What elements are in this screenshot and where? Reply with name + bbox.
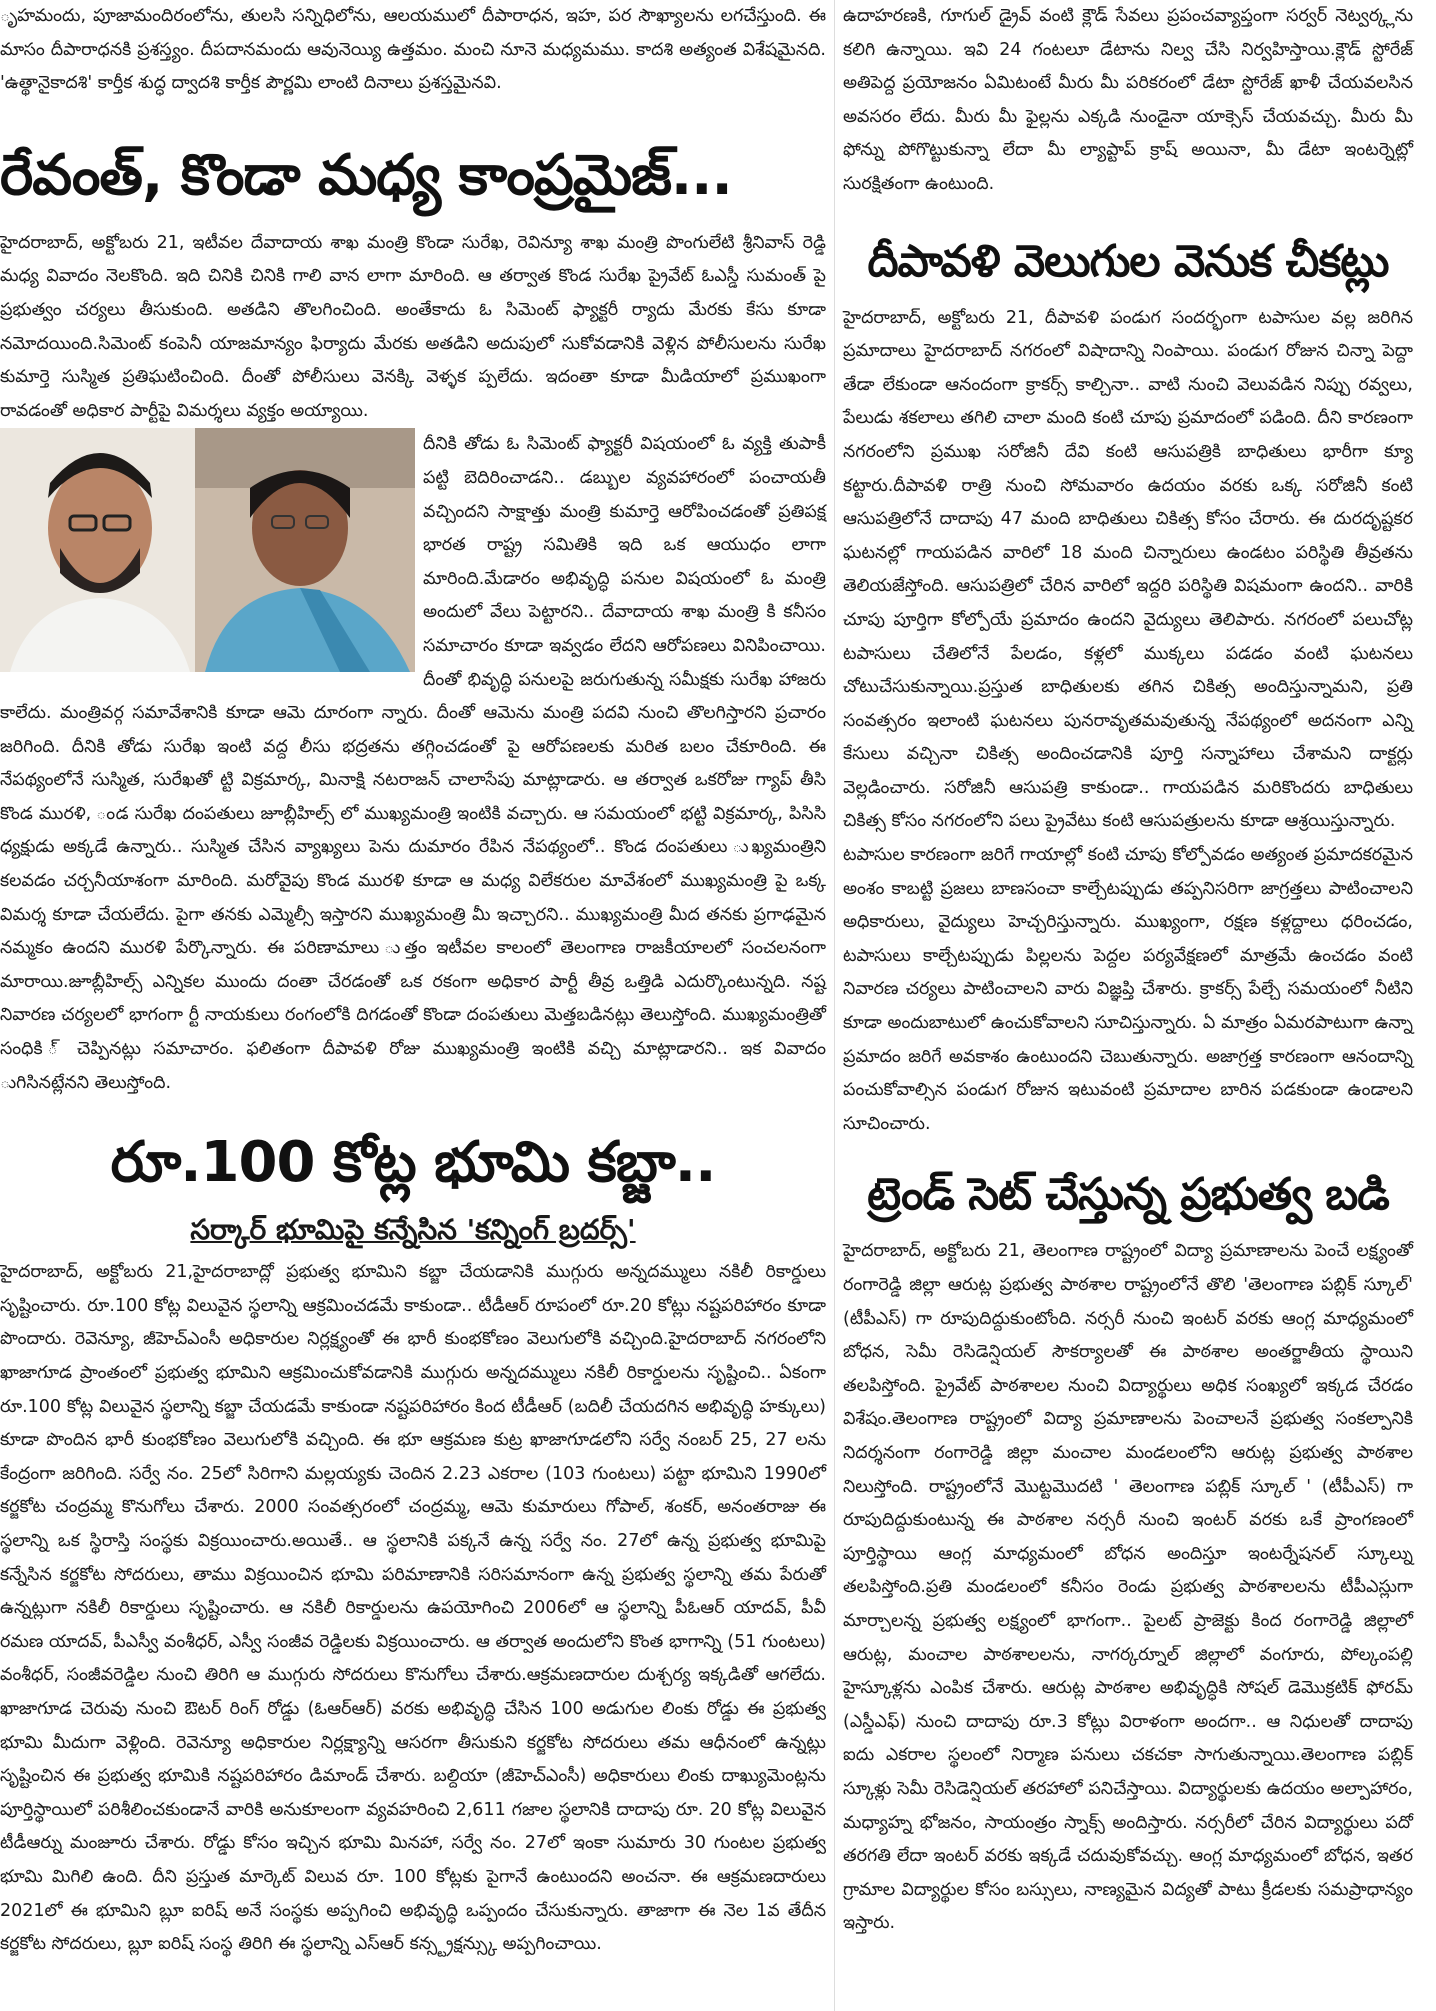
article-paragraph: హైదరాబాద్, అక్టోబరు 21, దీపావళి పండుగ సందర్భంగా టపాసుల వల్ల జరిగిన ప్రమాదాలు హైదరాబాద్ నగరంలో విషాదాన్ని నింపాయి. పండుగ రోజున చిన్నా పెద్దా తేడా లేకుండా ఆనందంగా క్రాకర్స్ కాల్చినా.. వాటి నుంచి వెలువడిన నిప్పు రవ్వలు, పేలుడు శకలాలు తగిలి చాలా మంది కంటి చూపు ప్రమాదంలో పడింది. దీని కారణంగా నగరంలోని ప్రముఖ సరోజినీ దేవి కంటి ఆసుపత్రికి బాధితులు భారీగా క్యూ కట్టారు.దీపావళి రాత్రి నుంచి సోమవారం ఉదయం వరకు ఒక్క సరోజినీ కంటి ఆసుపత్రిలోనే దాదాపు 47 మంది బాధితులు చికిత్స కోసం చేరారు. ఈ దురదృష్టకర ఘటనల్లో గాయపడిన వారిలో 18 మంది చిన్నారులు ఉండటం పరిస్థితి తీవ్రతను తెలియజేస్తోంది. ఆసుపత్రిలో చేరిన వారిలో ఇద్దరి పరిస్థితి విషమంగా ఉందని.. వారికి చూపు పూర్తిగా కోల్పోయే ప్రమాదం ఉందని వైద్యులు తెలిపారు. నగరంలో పలుచోట్ల టపాసులు చేతిలోనే పేలడం, కళ్లలో ముక్కలు పడడం వంటి ఘటనలు చోటుచేసుకున్నాయి.ప్రస్తుత బాధితులకు తగిన చికిత్స అందిస్తున్నామని, ప్రతి సంవత్సరం ఇలాంటి ఘటనలు పునరావృతమవుతున్న నేపథ్యంలో అదనంగా ఎన్ని కేసులు వచ్చినా చికిత్స అందించడానికి పూర్తి సన్నాహాలు చేశామని దాక్టర్లు వెల్లడించారు. సరోజినీ ఆసుపత్రి కాకుండా.. గాయపడిన మరికొందరు బాధితులు చికిత్స కోసం నగరంలోని పలు ప్రైవేటు కంటి ఆసుపత్రులను కూడా ఆశ్రయిస్తున్నారు.	[843, 307, 1413, 832]
headline-land-grab: రూ.100 కోట్ల భూమి కబ్జా..	[110, 1130, 716, 1196]
article-paragraph: టపాసుల కారణంగా జరిగే గాయాల్లో కంటి చూపు కోల్పోవడం అత్యంత ప్రమాదకరమైన అంశం కాబట్టి ప్రజలు బాణసంచా కాల్చేటప్పుడు తప్పనిసరిగా జాగ్రత్తలు పాటించాలని అధికారులు, వైద్యులు హెచ్చరిస్తున్నారు. ముఖ్యంగా, రక్షణ కళ్లద్దాలు ధరించడం, టపాసులు కాల్చేటప్పుడు పిల్లలను పెద్దల పర్యవేక్షణలో మాత్రమే ఉంచడం వంటి నివారణ చర్యలు పాటించాలని వారు విజ్ఞప్తి చేశారు. క్రాకర్స్ పేల్చే సమయంలో నీటిని కూడా అందుబాటులో ఉంచుకోవాలని సూచిస్తున్నారు. ఏ మాత్రం ఏమరపాటుగా ఉన్నా ప్రమాదం జరిగే అవకాశం ఉంటుందని చెబుతున్నారు. అజాగ్రత్త కారణంగా ఆనందాన్ని పంచుకోవాల్సిన పండుగ రోజున ఇటువంటి ప్రమాదాల బారిన పడకుండా ఉండాలని సూచించారు.	[843, 845, 1413, 1134]
headline-diwali: దీపావళి వెలుగుల వెనుక చీకట్లు	[867, 235, 1389, 287]
subheadline-land-grab: సర్కార్ భూమిపై కన్నేసిన 'కన్నింగ్ బ్రదర్స్'	[190, 1213, 636, 1247]
article-paragraph: హైదరాబాద్, అక్టోబరు 21,హైదరాబాద్లో ప్రభుత్వ భూమిని కబ్జా చేయడానికి ముగ్గురు అన్నదమ్ములు నకిలీ రికార్డులు సృష్టించారు. రూ.100 కోట్ల విలువైన స్థలాన్ని ఆక్రమించడమే కాకుండా.. టీడీఆర్ రూపంలో రూ.20 కోట్లు నష్టపరిహారం కూడా పొందారు. రెవెన్యూ, జీహెచ్ఎంసీ అధికారుల నిర్లక్ష్యంతో ఈ భారీ కుంభకోణం వెలుగులోకి వచ్చింది.హైదరాబాద్ నగరంలోని ఖాజాగూడ ప్రాంతంలో ప్రభుత్వ భూమిని ఆక్రమించుకోవడానికి ముగ్గురు అన్నదమ్ములు నకిలీ రికార్డులను సృష్టించి.. ఏకంగా రూ.100 కోట్ల విలువైన స్థలాన్ని కబ్జా చేయడమే కాకుండా నష్టపరిహారం కింద టీడీఆర్ (బదిలీ చేయదగిన అభివృద్ధి హక్కులు) కూడా పొందిన భారీ కుంభకోణం వెలుగులోకి వచ్చింది. ఈ భూ ఆక్రమణ కుట్ర ఖాజాగూడలోని సర్వే నంబర్ 25, 27 లను కేంద్రంగా జరిగింది. సర్వే నం. 25లో సిరిగాని మల్లయ్యకు చెందిన 2.23 ఎకరాల (103 గుంటలు) పట్టా భూమిని 1990లో కర్జకోట చంద్రమ్మ కొనుగోలు చేశారు. 2000 సంవత్సరంలో చంద్రమ్మ, ఆమె కుమారులు గోపాల్, శంకర్, అనంతరాజు ఈ స్థలాన్ని ఒక స్థిరాస్తి సంస్థకు విక్రయించారు.అయితే.. ఆ స్థలానికి పక్కనే ఉన్న సర్వే నం. 27లో ఉన్న ప్రభుత్వ భూమిపై కన్నేసిన కర్జకోట సోదరులు, తాము విక్రయించిన భూమి పరిమాణానికి సరిసమానంగా ఉన్న ప్రభుత్వ స్థలాన్ని తమ పేరుతో ఉన్నట్లుగా నకిలీ రికార్డులు సృష్టించారు. ఆ నకిలీ రికార్డులను ఉపయోగించి 2006లో ఆ స్థలాన్ని పీఓఆర్ యాదవ్, పీవీ రమణ యాదవ్, పీఎస్వీ వంశీధర్, ఎస్వీ సంజీవ రెడ్డిలకు విక్రయించారు. ఆ తర్వాత అందులోని కొంత భాగాన్ని (51 గుంటలు) వంశీధర్, సంజీవరెడ్డిల నుంచి తిరిగి ఆ ముగ్గురు సోదరులు కొనుగోలు చేశారు.ఆక్రమణదారుల దుశ్చర్య ఇక్కడితో ఆగలేదు. ఖాజాగూడ చెరువు నుంచి ఔటర్ రింగ్ రోడ్డు (ఓఆర్ఆర్) వరకు అభివృద్ధి చేసిన 100 అడుగుల లింకు రోడ్డు ఈ ప్రభుత్వ భూమి మీదుగా వెళ్లింది. రెవెన్యూ అధికారుల నిర్లక్ష్యాన్ని ఆసరగా తీసుకుని కర్జకోట సోదరులు తమ ఆధీనంలో ఉన్నట్లు సృష్టించిన ఈ ప్రభుత్వ భూమికి నష్టపరిహారం డిమాండ్ చేశారు. బల్దియా (జీహెచ్ఎంసీ) అధికారులు లింకు దాఖ్యుమెంట్లను పూర్తిస్థాయిలో పరిశీలించకుండానే వారికి అనుకూలంగా వ్యవహరించి 2,611 గజాల స్థలానికి దాదాపు రూ. 20 కోట్ల విలువైన టీడీఆర్ను మంజూరు చేశారు. రోడ్డు కోసం ఇచ్చిన భూమి మినహా, సర్వే నం. 27లో ఇంకా సుమారు 30 గుంటల ప్రభుత్వ భూమి మిగిలి ఉంది. దీని ప్రస్తుత మార్కెట్ విలువ రూ. 100 కోట్లకు పైగానే ఉంటుందని అంచనా. ఈ ఆక్రమణదారులు 2021లో ఈ భూమిని బ్లూ ఐరిష్ అనే సంస్థకు అప్పగించి అభివృద్ధి ఒప్పందం చేసుకున్నారు. తాజాగా ఈ నెల 1వ తేదీన కర్జకోట సోదరులు, బ్లూ ఐరిష్ సంస్థ తిరిగి ఈ స్థలాన్ని ఎస్ఆర్ కన్స్ట్రక్షన్స్కు అప్పగించాయి.	[0, 1262, 826, 1955]
right-intro-text: ఉదాహరణకి, గూగుల్ డ్రైవ్ వంటి క్లౌడ్ సేవలు ప్రపంచవ్యాప్తంగా సర్వర్ నెట్వర్క్లను కలిగి ఉన్నాయి. ఇవి 24 గంటలూ డేటాను నిల్వ చేసి నిర్వహిస్తాయి.క్లౌడ్ స్టోరేజ్ అతిపెద్ద ప్రయోజనం ఏమిటంటే మీరు మీ పరికరంలో డేటా స్టోరేజ్ ఖాళీ చేయవలసిన అవసరం లేదు. మీరు మీ ఫైల్లను ఎక్కడి నుండైనా యాక్సెస్ చేయవచ్చు. మీరు మీ ఫోన్ను పోగొట్టుకున్నా లేదా మీ ల్యాప్టాప్ క్రాష్ అయినా, మీ డేటా ఇంటర్నెట్లో సురక్షితంగా ఉంటుంది.	[843, 6, 1413, 194]
left-intro-text: ృహమందు, పూజామందిరంలోను, తులసి సన్నిధిలోను, ఆలయములో దీపారాధన, ఇహ, పర సౌఖ్యాలను లగచేస్తుంది. ఈ మాసం దీపారాధనకి ప్రశస్త్యం. దీపదానమందు ఆవునెయ్యి ఉత్తమం. మంచి నూనె మధ్యమము. కాదశి అత్యంత విశేషమైనది. 'ఉత్థానైకాదశి' కార్తీక శుద్ధ ద్వాదశి కార్తీక పౌర్ణమి లాంటి దినాలు ప్రశస్తమైనవి.	[0, 6, 826, 94]
news-photo-revanth-konda	[0, 428, 415, 672]
headline-revanth-konda: రేవంత్, కొండా మధ్య కాంప్రమైజ్...	[0, 142, 732, 208]
headline-public-school: ట్రెండ్ సెట్ చేస్తున్న ప్రభుత్వ బడి	[867, 1169, 1389, 1221]
article-paragraph: హైదరాబాద్, అక్టోబరు 21, ఇటీవల దేవాదాయ శాఖ మంత్రి కొండా సురేఖ, రెవిన్యూ శాఖ మంత్రి పొంగులేటి శ్రీనివాస్ రెడ్డి మధ్య వివాదం నెలకొంది. ఇది చినికి చినికి గాలి వాన లాగా మారింది. ఆ తర్వాత కొండ సురేఖ ప్రైవేట్ ఓఎస్డీ సుమంత్ పై ప్రభుత్వం చర్యలు తీసుకుంది. అతడిని తొలగించింది. అంతేకాదు ఓ సిమెంట్ ఫ్యాక్టరీ ర్యాదు మేరకు కేసు కూడా నమోదయింది.సిమెంట్ కంపెనీ యాజమాన్యం ఫిర్యాదు మేరకు అతడిని అదుపులో సుకోవడానికి వెళ్లిన పోలీసులను సురేఖ కుమార్తె సుస్మిత ప్రతిఘటించింది. దీంతో పోలీసులు వెనక్కి వెళ్ళక ప్పలేదు. ఇదంతా కూడా మీడియాలో ప్రముఖంగా రావడంతో అధికార పార్టీపై విమర్శలు వ్యక్తం అయ్యాయి.	[0, 232, 826, 421]
article-diwali-accidents	[843, 222, 1413, 1142]
column-divider	[834, 0, 835, 2011]
article-public-school	[843, 1155, 1413, 1940]
article-paragraph: దీనికి తోడు ఓ సిమెంట్ ఫ్యాక్టరీ విషయంలో ఓ వ్యక్తి తుపాకీ పట్టి బెదిరించాడని.. డబ్బుల వ్యవహారంలో పంచాయతీ వచ్చిందని సాక్షాత్తు మంత్రి కుమార్తె ఆరోపించడంతో ప్రతిపక్ష భారత రాష్ట్ర సమితికి ఇది ఒక ఆయుధం లాగా మారింది.మేడారం అభివృద్ధి పనుల విషయంలో ఓ మంత్రి అందులో వేలు పెట్టారని.. దేవాదాయ శాఖ మంత్రి కి కనీసం సమాచారం కూడా ఇవ్వడం లేదని ఆరోపణలు వినిపించాయి. దీంతో భివృద్ధి పనులపై జరుగుతున్న సమీక్షకు సురేఖ హాజరు కాలేదు. మంత్రివర్గ సమావేశానికి కూడా ఆమె దూరంగా న్నారు. దీంతో ఆమెను మంత్రి పదవి నుంచి తొలగిస్తారని ప్రచారం జరిగింది. దీనికి తోడు సురేఖ ఇంటి వద్ద లీసు భద్రతను తగ్గించడంతో పై ఆరోపణలకు మరిత బలం చేకూరింది. ఈ నేపథ్యంలోనే సుస్మిత, సురేఖతో ట్టి విక్రమార్క, మినాక్షి నటరాజన్ చాలాసేపు మాట్లాడారు. ఆ తర్వాత ఒకరోజు గ్యాప్ తీసి కొండ మురళి, ండ సురేఖ దంపతులు జూబ్లీహిల్స్ లో ముఖ్యమంత్రి ఇంటికి వచ్చారు. ఆ సమయంలో భట్టి విక్రమార్క, పిసిసి ధ్యక్షుడు అక్కడే ఉన్నారు.. సుస్మిత చేసిన వ్యాఖ్యలు పెను దుమారం రేపిన నేపథ్యంలో.. కొండ దంపతులు ుఖ్యమంత్రిని కలవడం చర్చనీయాశంగా మారింది. మరోవైపు కొండ మురళి కూడా ఆ మధ్య విలేకరుల మావేశంలో ముఖ్యమంత్రి పై ఒక్క విమర్శ కూడా చేయలేదు. పైగా తనకు ఎమ్మెల్సీ ఇస్తారని ముఖ్యమంత్రి మీ ఇచ్చారని.. ముఖ్యమంత్రి మీద తనకు ప్రగాఢమైన నమ్మకం ఉందని మురళి పేర్కొన్నారు. ఈ పరిణామాలు ుత్తం ఇటీవల కాలంలో తెలంగాణ రాజకీయాలలో సంచలనంగా మారాయి.జూబ్లీహిల్స్ ఎన్నికల ముందు దంతా చేరడంతో ఒక రకంగా అధికార పార్టీ తీవ్ర ఒత్తిడి ఎదుర్కొంటున్నది. నష్ట నివారణ చర్యలలో భాగంగా ర్టీ నాయకులు రంగంలోకి దిగడంతో కొండా దంపతులు మెత్తబడినట్లు తెలుస్తోంది. ముఖ్యమంత్రితో సంధికి ్ చెప్పినట్లు సమాచారం. ఫలితంగా దీపావళి రోజు ముఖ్యమంత్రి ఇంటికి వచ్చి మాట్లాడారని.. ఇక వివాదం ుగిసినట్లేనని తెలుస్తోంది.	[0, 434, 826, 1093]
article-revanth-konda	[0, 131, 826, 1100]
article-land-grab	[0, 1118, 826, 1961]
portraits-image	[0, 428, 415, 672]
right-column	[843, 0, 1413, 1941]
article-paragraph: హైదరాబాద్, అక్టోబరు 21, తెలంగాణ రాష్ట్రంలో విద్యా ప్రమాణాలను పెంచే లక్ష్యంతో రంగారెడ్డి జిల్లా ఆరుట్ల ప్రభుత్వ పాఠశాల రాష్ట్రంలోనే తొలి 'తెలంగాణ పబ్లిక్ స్కూల్' (టీపీఎస్) గా రూపుదిద్దుకుంటోంది. నర్సరీ నుంచి ఇంటర్ వరకు ఆంగ్ల మాధ్యమంలో బోధన, సెమీ రెసిడెన్షియల్ సౌకర్యాలతో ఈ పాఠశాల అంతర్జాతీయ స్థాయిని తలపిస్తోంది. ప్రైవేట్ పాఠశాలల నుంచి విద్యార్థులు అధిక సంఖ్యలో ఇక్కడ చేరడం విశేషం.తెలంగాణ రాష్ట్రంలో విద్యా ప్రమాణాలను పెంచాలనే ప్రభుత్వ సంకల్పానికి నిదర్శనంగా రంగారెడ్డి జిల్లా మంచాల మండలంలోని ఆరుట్ల ప్రభుత్వ పాఠశాల నిలుస్తోంది. రాష్ట్రంలోనే మొట్టమొదటి ' తెలంగాణ పబ్లిక్ స్కూల్ ' (టీపీఎస్) గా రూపుదిద్దుకుంటున్న ఈ పాఠశాల నర్సరీ నుంచి ఇంటర్ వరకు ఒకే ప్రాంగణంలో పూర్తిస్థాయి ఆంగ్ల మాధ్యమంలో బోధన అందిస్తూ ఇంటర్నేషనల్ స్కూల్ను తలపిస్తోంది.ప్రతి మండలంలో కనీసం రెండు ప్రభుత్వ పాఠశాలలను టీపీఎస్లుగా మార్చాలన్న ప్రభుత్వ లక్ష్యంలో భాగంగా.. పైలట్ ప్రాజెక్టు కింద రంగారెడ్డి జిల్లాలో ఆరుట్ల, మంచాల పాఠశాలలను, నాగర్కర్నూల్ జిల్లాలో వంగూరు, పోల్కంపల్లి హైస్కూళ్లను ఎంపిక చేశారు. ఆరుట్ల పాఠశాల అభివృద్ధికి సోషల్ డెమొక్రటిక్ ఫోరమ్ (ఎస్డీఎఫ్) నుంచి దాదాపు రూ.3 కోట్లు విరాళంగా అందగా.. ఆ నిధులతో దాదాపు ఐదు ఎకరాల స్థలంలో నిర్మాణ పనులు చకచకా సాగుతున్నాయి.తెలంగాణ పబ్లిక్ స్కూళ్లు సెమీ రెసిడెన్షియల్ తరహాలో పనిచేస్తాయి. విద్యార్థులకు ఉదయం అల్పాహారం, మధ్యాహ్న భోజనం, సాయంత్రం స్నాక్స్ అందిస్తారు. నర్సరీలో చేరిన విద్యార్థులు పదో తరగతి లేదా ఇంటర్ వరకు ఇక్కడే చదువుకోవచ్చు. ఆంగ్ల మాధ్యమంలో బోధన, ఇతర గ్రామాల విద్యార్థుల కోసం బస్సులు, నాణ్యమైన విద్యతో పాటు క్రీడలకు సమప్రాధాన్యం ఇస్తారు.	[843, 1241, 1413, 1934]
